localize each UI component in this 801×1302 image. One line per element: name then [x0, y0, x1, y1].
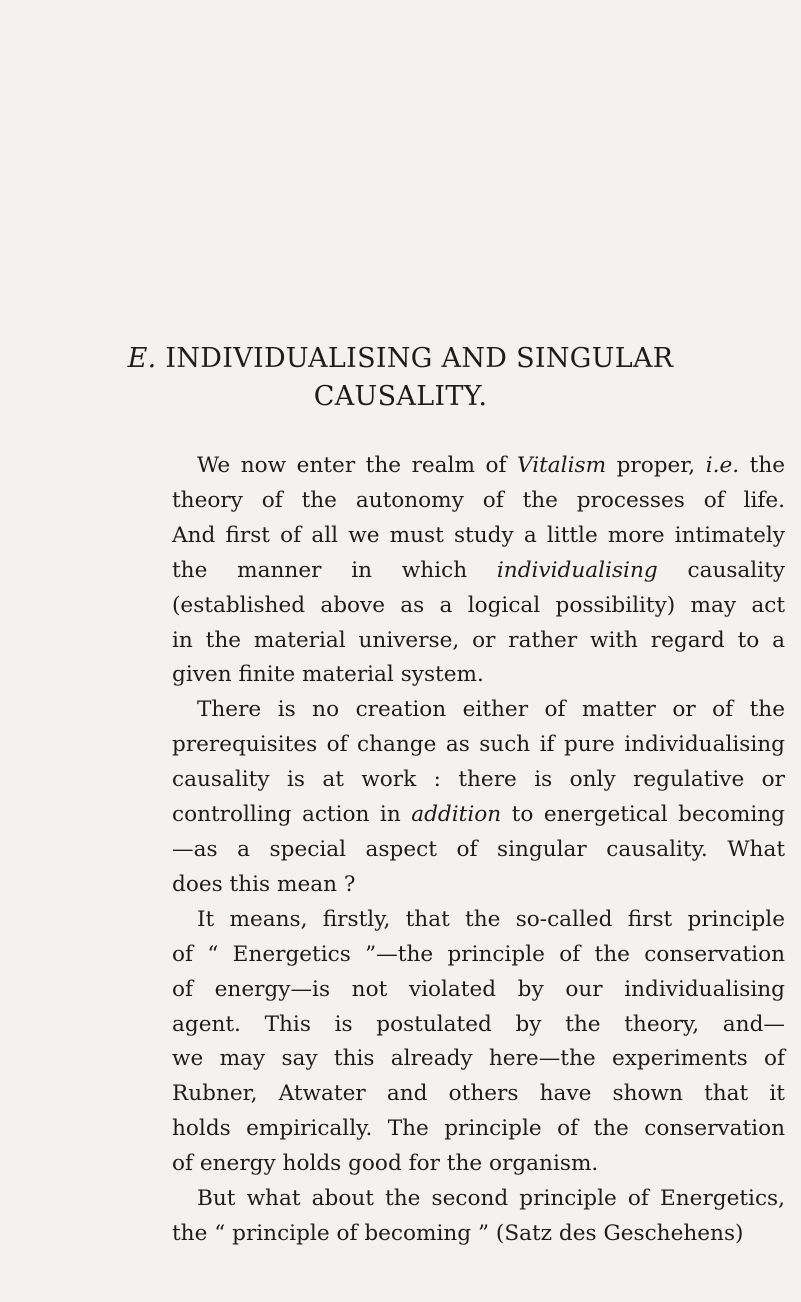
- heading-line-2: CAUSALITY.: [313, 381, 488, 412]
- heading-title: INDIVIDUALISING AND SINGULAR: [165, 343, 674, 374]
- text-line: theory of the autonomy of the processes of life.: [172, 487, 785, 513]
- text-line: of “ Energetics ”—the principle of the conservation: [172, 941, 785, 967]
- paragraph: [172, 693, 785, 902]
- text-line: It means, firstly, that the so-called first principle: [197, 906, 785, 932]
- italic-term: individualising: [496, 557, 658, 583]
- text-line: controlling action in addition to energetical becoming: [172, 802, 785, 828]
- text-line: (established above as a logical possibility) may act: [172, 592, 785, 618]
- text-line: in the material universe, or rather with regard to a: [172, 627, 785, 653]
- text-line: the manner in which individualising causality: [172, 557, 785, 583]
- body-text: [172, 449, 785, 1252]
- text-line: of energy—is not violated by our individualising: [172, 976, 785, 1002]
- section-heading: [60, 340, 741, 416]
- text-line: But what about the second principle of Energetics,: [197, 1186, 785, 1212]
- text-line: the “ principle of becoming ” (Satz des Geschehens): [172, 1220, 744, 1246]
- text-line: We now enter the realm of Vitalism proper, i.e. the: [197, 453, 786, 478]
- text-line: Rubner, Atwater and others have shown that it: [172, 1081, 785, 1107]
- paragraph: [172, 1182, 785, 1252]
- heading-line-1: [60, 340, 741, 378]
- text-line: holds empirically. The principle of the conservation: [172, 1116, 785, 1142]
- italic-term: Vitalism: [517, 453, 607, 478]
- text-line: of energy holds good for the organism.: [172, 1151, 599, 1177]
- italic-term: addition: [411, 802, 502, 828]
- text-line: —as a special aspect of singular causality. What: [172, 836, 785, 862]
- text-line: we may say this already here—the experiments of: [172, 1046, 785, 1072]
- text-line: prerequisites of change as such if pure individualising: [172, 732, 785, 758]
- paragraph: [172, 449, 785, 693]
- paragraph: [172, 903, 785, 1182]
- heading-letter: E.: [127, 343, 157, 374]
- text-line: agent. This is postulated by the theory, and—: [172, 1011, 785, 1037]
- italic-term: i.e.: [705, 453, 740, 478]
- text-line: given finite material system.: [172, 662, 484, 688]
- text-line: causality is at work : there is only regulative or: [172, 767, 785, 793]
- text-line: There is no creation either of matter or of the: [197, 697, 785, 723]
- text-line: And first of all we must study a little more intimately: [172, 522, 785, 548]
- text-line: does this mean ?: [172, 871, 356, 897]
